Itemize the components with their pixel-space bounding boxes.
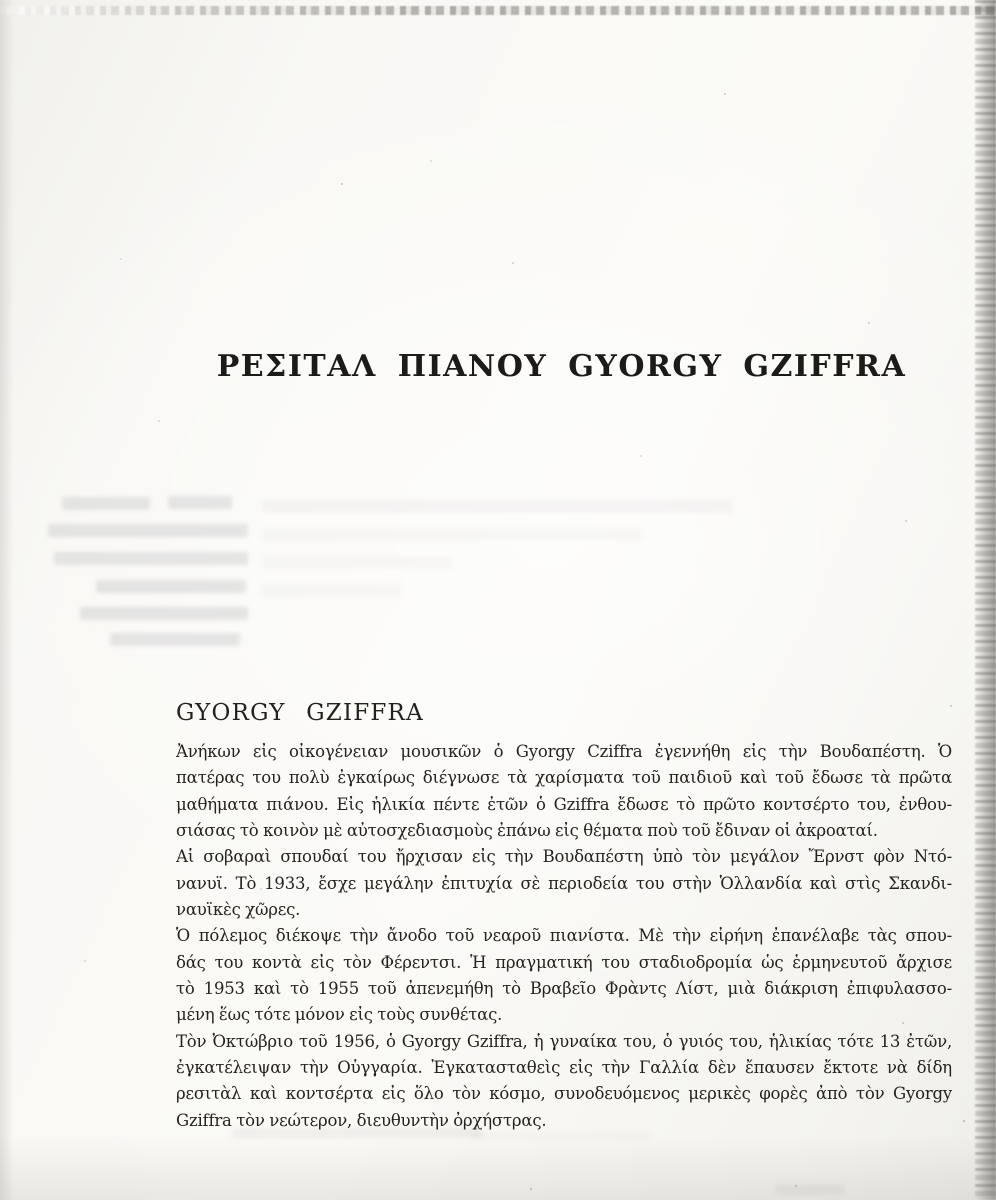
text-line: τὸ 1953 καὶ τὸ 1955 τοῦ ἀπενεμήθη τὸ Βραβεῖο Φρὰντς Λίστ, μιὰ διάκριση ἐπιφυλασσο-	[176, 979, 952, 999]
artist-name-heading: GYORGY GZIFFRA	[176, 700, 424, 726]
text-line: μένη ἕως τότε μόνον εἰς τοὺς συνθέτας.	[176, 1005, 503, 1025]
text-line: πατέρας του πολὺ ἐγκαίρως διέγνωσε τὰ χαρίσματα τοῦ παιδιοῦ καὶ τοῦ ἔδωσε τὰ πρῶτα	[176, 768, 952, 788]
text-line: Ὁ πόλεμος διέκοψε τὴν ἄνοδο τοῦ νεαροῦ πιανίστα. Μὲ τὴν εἰρήνη ἐπανέλαβε τὰς σπου-	[176, 926, 952, 946]
text-line: μαθήματα πιάνου. Εἰς ἡλικία πέντε ἐτῶν ὁ Gziffra ἔδωσε τὸ πρῶτο κοντσέρτο του, ἐνθου-	[176, 794, 952, 814]
bleed-through-artifact	[262, 500, 732, 513]
recital-title: ΡΕΣΙΤΑΛ ΠΙΑΝΟΥ GYORGY GZIFFRA	[216, 349, 907, 384]
text-line: ρεσιτὰλ καὶ κοντσέρτα εἰς ὅλο τὸν κόσμο, συνοδευόμενος μερικὲς φορὲς ἀπὸ τὸν Gyorgy	[176, 1084, 952, 1104]
scan-edge-bottom-shadow	[0, 1135, 996, 1200]
bleed-through-artifact	[54, 552, 248, 565]
scan-edge-right-artifact	[975, 0, 996, 1200]
bleed-through-artifact	[262, 528, 642, 541]
paragraph	[176, 923, 952, 1028]
bleed-through-artifact	[96, 580, 246, 593]
scan-noise-speckles	[0, 0, 2, 2]
text-line: νανυϊ. Τὸ 1933, ἔσχε μεγάλην ἐπιτυχία σὲ περιοδεία του στὴν Ὁλλανδία καὶ στὶς Σκανδι-	[176, 873, 952, 893]
text-line: σιάσας τὸ κοινὸν μὲ αὐτοσχεδιασμοὺς ἐπάνω εἰς θέματα ποὺ τοῦ ἔδιναν οἱ ἀκροαταί.	[176, 821, 878, 841]
bleed-through-artifact	[80, 607, 248, 620]
biography-text	[176, 739, 952, 1134]
text-line: ἐγκατέλειψαν τὴν Οὑγγαρία. Ἐγκατασταθεὶς εἰς τὴν Γαλλία δὲν ἔπαυσεν ἔκτοτε νὰ δίδη	[176, 1058, 952, 1078]
text-line: Ἀνήκων εἰς οἰκογένειαν μουσικῶν ὁ Gyorgy Cziffra ἐγεννήθη εἰς τὴν Βουδαπέστη. Ὁ	[176, 742, 952, 761]
bleed-through-artifact	[62, 497, 150, 510]
bleed-through-artifact	[775, 1185, 845, 1195]
paragraph	[176, 844, 952, 923]
bleed-through-artifact	[168, 496, 232, 509]
bleed-through-artifact	[110, 633, 240, 646]
scan-edge-top-artifact	[0, 6, 996, 15]
paragraph	[176, 739, 952, 844]
bleed-through-artifact	[262, 584, 402, 597]
text-line: δάς του κοντὰ εἰς τὸν Φέρεντσι. Ἡ πραγματική του σταδιοδρομία ὡς ἑρμηνευτοῦ ἄρχισε	[176, 952, 952, 972]
text-line: Τὸν Ὀκτώβριο τοῦ 1956, ὁ Gyorgy Gziffra, ἡ γυναίκα του, ὁ γυιός του, ἡλικίας τότε 13 ἐτῶν,	[176, 1031, 952, 1051]
text-line: Αἱ σοβαραὶ σπουδαί του ἤρχισαν εἰς τὴν Βουδαπέστη ὑπὸ τὸν μεγάλον Ἔρνστ φὸν Ντό-	[176, 847, 952, 867]
bleed-through-artifact	[262, 556, 452, 569]
scan-edge-left-shadow	[0, 0, 14, 1200]
text-line: Gziffra τὸν νεώτερον, διευθυντὴν ὀρχήστρας.	[176, 1110, 547, 1130]
text-line: ναυϊκὲς χῶρες.	[176, 900, 301, 920]
paragraph	[176, 1029, 952, 1134]
bleed-through-artifact	[48, 524, 248, 537]
